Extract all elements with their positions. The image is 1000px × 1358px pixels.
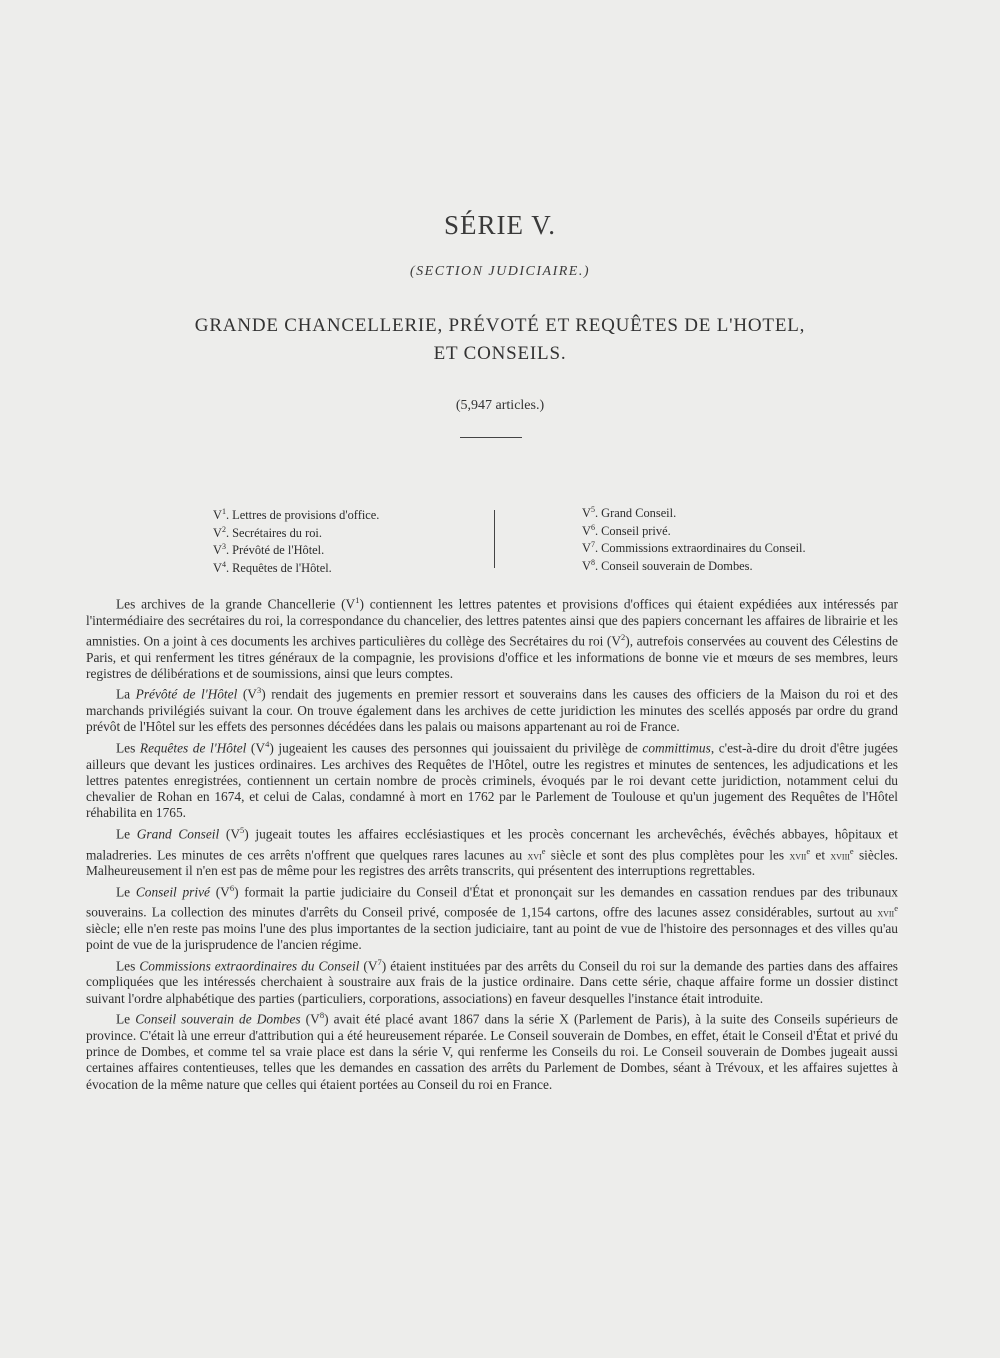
heading-line-1: GRANDE CHANCELLERIE, PRÉVOTÉ ET REQUÊTES DE L'HOTEL, bbox=[194, 315, 806, 336]
series-title: SÉRIE V. bbox=[443, 210, 557, 240]
toc-item: $V^3$. Prévôté de l'Hôtel. bbox=[213, 542, 325, 558]
body-text bbox=[86, 592, 898, 1093]
paragraph-conseil-prive: Le Conseil privé $(V^6)$ formait la partie judiciaire du Conseil d'État et prononçait sur les demandes en cassation rendues par des tribunaux souverains. La collection des minutes d'arrêts du Conseil privé, composée de 1,154 cartons, offre des lacunes assez considérables, surtout au xvii$^e$ siècle; elle n'en reste pas moins l'une des plus importantes de la section judiciaire, tant au point de vue de l'histoire des personnages et des villes qu'au point de vue de la jurisprudence de l'ancien régime. bbox=[86, 882, 898, 953]
paragraph-requetes: Les Requêtes de l'Hôtel $(V^4)$ jugeaient les causes des personnes qui jouissaient du privilège de committimus, c'est-à-dire du droit d'être jugées ailleurs que devant les justices ordinaires. Les archives des Requêtes de l'Hôtel, outre les registres et minutes de sentences, les adjudications et les lettres patentes enregistrées, contiennent un certain nombre de procès criminels, évoqués par le roi devant cette juridiction, notamment celui du chevalier de Rohan en 1674, et celui de Calas, condamné à mort en 1762 par le Parlement de Toulouse et qu'un jugement des Requêtes de l'Hôtel réhabilita en 1765. bbox=[86, 738, 898, 821]
toc-divider bbox=[494, 510, 495, 568]
toc-item: $V^1$. Lettres de provisions d'office. bbox=[213, 507, 380, 523]
separator-rule bbox=[460, 437, 522, 438]
toc-item: $V^2$. Secrétaires du roi. bbox=[213, 524, 322, 540]
paragraph-chancellerie: Les archives de la grande Chancellerie $(V^1)$ contiennent les lettres patentes et provisions d'offices qui étaient expédiées aux intéressés par l'intermédiaire des secrétaires du roi, la correspondance du chancelier, des lettres patentes ainsi que des papiers concernant les affaires de librairie et les amnisties. On a joint à ces documents les archives particulières du collège des Secrétaires du roi $(V^2)$, autrefois conservées au couvent des Célestins de Paris, et qui renferment les titres généraux de la compagnie, les provisions d'office et les informations de bonne vie et mœurs de ses membres, leurs registres de délibérations et de soumissions, ainsi que leurs comptes. bbox=[86, 595, 898, 682]
paragraph-dombes: Le Conseil souverain de Dombes $(V^8)$ avait été placé avant 1867 dans la série X (Parlement de Paris), à la suite des Conseils supérieurs de province. C'était là une erreur d'attribution qui a été heureusement réparée. Le Conseil souverain de Dombes, en effet, était le Conseil d'État et privé du prince de Dombes, et comme tel sa vraie place est dans la série V, qui renferme les Conseils du roi. Le Conseil souverain de Dombes jugeait aussi certaines affaires contentieuses, telles que les demandes en cassation des arrêts du Parlement de Dombes, séant à Trévoux, et les affaires sujettes à évocation de la même nature que celles qui étaient portées au Conseil du roi en France. bbox=[86, 1010, 898, 1092]
toc-item: $V^7$. Commissions extraordinaires du Conseil. bbox=[582, 540, 806, 556]
toc-item: $V^8$. Conseil souverain de Dombes. bbox=[582, 557, 753, 573]
toc-right-column bbox=[582, 503, 882, 574]
series-heading bbox=[0, 312, 1000, 368]
toc-item: $V^5$. Grand Conseil. bbox=[582, 505, 677, 521]
paragraph-grand-conseil: Le Grand Conseil $(V^5)$ jugeait toutes les affaires ecclésiastiques et les procès concernant les archevêchés, évêchés abbayes, hôpitaux et maladreries. Les minutes de ces arrêts n'offrent que quelques rares lacunes au xvi$^e$ siècle et sont des plus complètes pour les xvii$^e$ et xviii$^e$ siècles. Malheureusement il n'en est pas de même pour les registres des arrêts transcrits, qui présentent des interruptions regrettables. bbox=[86, 824, 899, 879]
section-subtitle: (SECTION JUDICIAIRE.) bbox=[409, 264, 591, 279]
paragraph-prevote: La Prévôté de l'Hôtel $(V^3)$ rendait des jugements en premier ressort et souverains dans les causes des officiers de la Maison du roi et des marchands privilégiés suivant la cour. On trouve également dans les archives de cette juridiction les minutes des scellés apposés par ordre du grand prévôt de l'Hôtel sur les effets des personnes décédées dans les palais ou maisons appartenant au roi de France. bbox=[86, 685, 898, 735]
toc-item: $V^6$. Conseil privé. bbox=[582, 522, 671, 538]
heading-line-2: ET CONSEILS. bbox=[433, 343, 567, 364]
toc-item: $V^4$. Requêtes de l'Hôtel. bbox=[213, 559, 332, 575]
toc-left-column bbox=[213, 505, 473, 576]
paragraph-commissions: Les Commissions extraordinaires du Conseil $(V^7)$ étaient instituées par des arrêts du Conseil du roi sur la demande des parties dans des affaires compliquées que les intéressés cherchaient à soustraire aux frais de la justice ordinaire. Dans cette série, chaque affaire forme un dossier distinct suivant l'ordre alphabétique des parties (particuliers, corporations, associations) en faveur desquelles l'instance était introduite. bbox=[86, 956, 898, 1006]
article-count: (5,947 articles.) bbox=[455, 398, 545, 413]
